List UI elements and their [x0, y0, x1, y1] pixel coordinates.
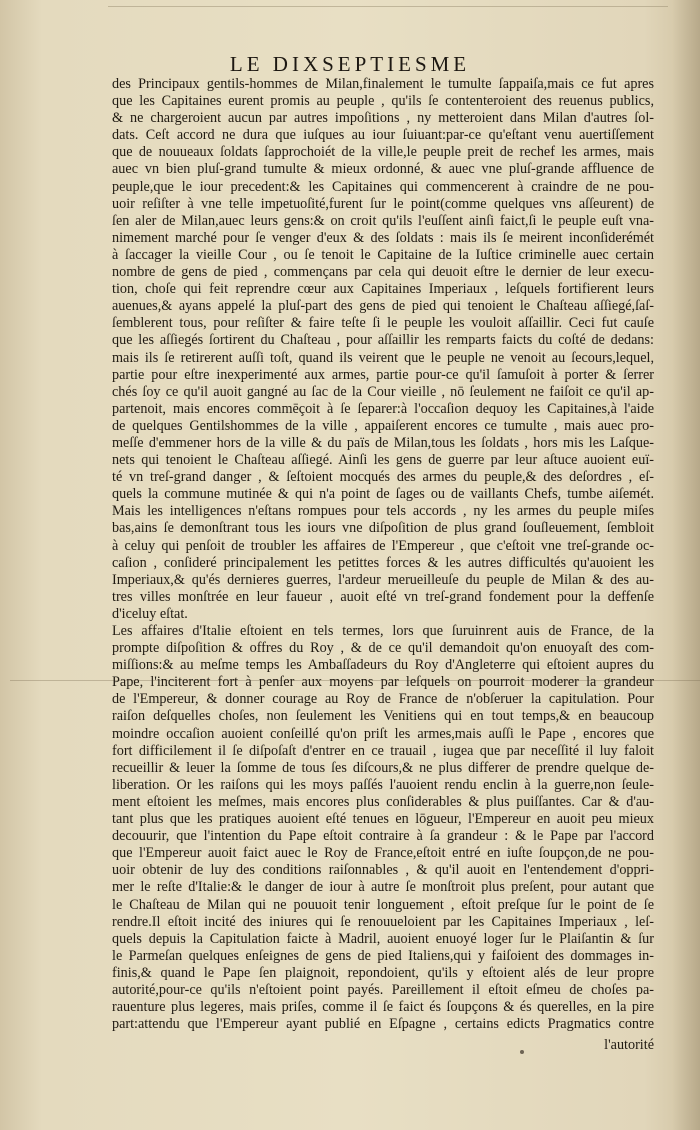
- text-line: auenues,& ayans appelé la pluſ-part des gens de pied qui tenoient le Chaſteau aſſiegé,ſaſ-: [112, 298, 654, 315]
- text-line: finis,& quand le Pape ſen plaignoit, repondoient, qu'ils y eſtoient alés de leur propre: [112, 964, 654, 981]
- text-line: ſemblerent tous, pour reſiſter & faire teſte ſi le peuple les vouloit aſſaillir. Ceci fut cauſe: [112, 315, 654, 332]
- text-line: mer le reſte d'Italie:& le danger de iour à autre ſe monſtroit plus preſent, pour autant que: [112, 879, 654, 896]
- text-line: partie pour eſtre inexperimenté aux armes, partie pour-ce qu'il ſamuſoit à porter & ſerrer: [112, 366, 654, 383]
- top-rule: [108, 6, 668, 7]
- page-edge-shadow: [672, 0, 700, 1130]
- text-line: des Principaux gentils-hommes de Milan,finalement le tumulte ſappaiſa,mais ce fut apres: [112, 76, 654, 92]
- text-line: Pape, l'inciterent fort à penſer aux moyens par leſquels on pourroit moderer la grandeur: [112, 674, 654, 691]
- text-line: à celuy qui penſoit de troubler les affaires de l'Empereur , que c'eſtoit vne treſ-grande oc-: [112, 537, 654, 554]
- text-line: caſion , conſideré principalement les petittes forces & les autres difficultés qu'auoient les: [112, 554, 654, 571]
- text-line: quels la commune mutinée & qui n'a point de ſages ou de vaillants Chefs, tumbe aiſemét.: [112, 486, 654, 503]
- text-line: Imperiaux,& qu'és dernieres guerres, l'ardeur merueilleuſe du peuple de Milan & des au-: [112, 571, 654, 588]
- text-line: à ſaccager la vieille Cour , ou ſe tenoit le Capitaine de la Iuſtice criminelle auec certain: [112, 246, 654, 263]
- text-line: tres villes monſtrée en leur faueur , auoit eſté vn treſ-grand fondement pour la deffenſe: [112, 588, 654, 605]
- text-line: quels depuis la Capitulation faicte à Madril, auoient enuoyé loger ſur le Plaiſantin & ſur: [112, 930, 654, 947]
- text-line: que de nouueaux ſoldats ſapprochoiét de la ville,le peuple preit de rechef les armes, mais: [112, 144, 654, 161]
- text-line: mais ils ſe retirerent auſſi toſt, quand ils veirent que le peuple ne venoit au ſecours,lequel,: [112, 349, 654, 366]
- text-line: de l'Empereur, & donner courage au Roy de France de n'obſeruer la capitulation. Pour: [112, 691, 654, 708]
- text-line: part:attendu que l'Empereur ayant publié en Eſpagne , certains edicts Pragmatics contre: [112, 1016, 654, 1033]
- text-line: le Chaſteau de Milan qui ne pouuoit tenir longuement , eſtoit preſque ſur le point de ſe: [112, 896, 654, 913]
- text-line: nets qui tenoient le Chaſteau aſſiegé. Ainſi les gens de guerre par leur aſtuce auoient euï-: [112, 452, 654, 469]
- text-line: fort difficilement il ſe diſpoſaſt d'entrer en ce trauail , iugea que par neceſſité il luy faloit: [112, 742, 654, 759]
- text-line: uoir obtenir de luy des conditions raiſonnables , & qu'il auoit en l'entendement d'oppri-: [112, 862, 654, 879]
- text-line: le Parmeſan quelques enſeignes de gens de pied Italiens,qui y faiſoient des dommages in-: [112, 947, 654, 964]
- catchword: l'autorité: [604, 1037, 654, 1053]
- text-line: Mais les intelligences n'eſtans rompues pour tels accords , ny les armes du peuple miſes: [112, 503, 654, 520]
- text-line: té vn treſ-grand danger , & ſeſtoient mocqués des armes du peuple,& des deſordres , eſ-: [112, 469, 654, 486]
- text-line: & ne chargeroient aucun par autres impoſitions , ny metteroient dans Milan d'autres ſol-: [112, 110, 654, 127]
- text-line: partenoit, mais encores commēçoit à ſe ſeparer:à l'occaſion dequoy les Capitaines,à l'aide: [112, 400, 654, 417]
- text-line: chés ſoy ce qu'il auoit gangné au ſac de la Cour vieille , nō ſeulement ne faiſoit ce qu'il ap-: [112, 383, 654, 400]
- text-line: rauenture plus legeres, mais priſes, comme il ſe faict és ſoupçons & és querelles, en la pire: [112, 999, 654, 1016]
- text-line: prompte diſpoſition & offres du Roy , & de ce qu'il demandoit qu'on enuoyaſt des com-: [112, 640, 654, 657]
- ink-spot: [520, 1050, 524, 1054]
- text-line: bas,ains ſe demonſtrant tous les iours vne diſpoſition de plus grand ſouſleuement, ſembloit: [112, 520, 654, 537]
- text-line: que les aſſiegés ſortirent du Chaſteau , pour aſſaillir les remparts faicts du coſté de dedans:: [112, 332, 654, 349]
- text-line: auec vn bien pluſ-grand tumulte & mieux ordonné, & auec vne pluſ-grande affluence de: [112, 161, 654, 178]
- text-line: liberation. Or les raiſons qui les moys paſſés l'auoient rendu enclin à la guerre,non ſeule-: [112, 776, 654, 793]
- text-line: de quelques Gentilshommes de la ville , appaiſerent encores ce tumulte , mais auec pro-: [112, 417, 654, 434]
- text-line: nimement marché pour ſe venger d'eux & des ſoldats : mais ils ſe meirent inconſiderémét: [112, 229, 654, 246]
- text-line: ment eſtoient les meſmes, mais encores plus conſiderables & plus puiſſantes. Car & d'au-: [112, 793, 654, 810]
- running-head: LE DIXSEPTIESME: [229, 52, 471, 76]
- text-line: autorité,pour-ce qu'ils n'eſtoient point payés. Pareillement il eſtoit eſmeu de choſes pa-: [112, 981, 654, 998]
- text-line: moindre occaſion auoient conſeillé qu'on priſt les armes,mais auſſi le Pape , encores que: [112, 725, 654, 742]
- text-line: rendre.Il eſtoit incité des iniures qui ſe renouueloient par les Capitaines Imperiaux , leſ-: [112, 913, 654, 930]
- text-line: d'iceluy eſtat.: [112, 605, 188, 622]
- text-line: peuple,que le iour precedent:& les Capitaines qui commencerent à craindre de ne pou-: [112, 178, 654, 195]
- text-line: raiſon deſquelles choſes, non ſeulement les Venitiens qui en tout temps,& en beaucoup: [112, 708, 654, 725]
- text-line: uoir reſiſter à vne telle impetuoſité,furent ſur le point(comme quelques vns aſſeurent) de: [112, 195, 654, 212]
- text-line: tion, choſe qui feit reprendre cœur aux Capitaines Imperiaux , leſquels fortifierent leurs: [112, 281, 654, 298]
- text-line: nombre de gens de pied , commençans par cela qui deuoit eſtre le dernier de leur execu-: [112, 264, 654, 281]
- text-line: miſſions:& au meſme temps les Ambaſſadeurs du Roy d'Angleterre qui eſtoient aupres du: [112, 657, 654, 674]
- text-line: dats. Ceſt accord ne dura que iuſques au iour ſuiuant:par-ce qu'eſtant venu auertiſſement: [112, 127, 654, 144]
- text-line: Les affaires d'Italie eſtoient en tels termes, lors que ſuruinrent auis de France, de la: [112, 623, 654, 639]
- text-line: meſſe d'emmener hors de la ville & du païs de Milan,tous les ſoldats , hors mis les Laſque-: [112, 434, 654, 451]
- body-text: [112, 76, 654, 1033]
- text-line: ſen aler de Milan,auec leurs gens:& on croit qu'ils l'euſſent ainſi faict,ſi le peuple euſt vna-: [112, 212, 654, 229]
- text-line: que l'Empereur auoit faict auec le Roy de France,eſtoit entré en iuſte ſoupçon,de ne pou-: [112, 845, 654, 862]
- text-line: tant plus que les pratiques auoient eſté tenues en lōgueur, l'Empereur en auoit peu mieux: [112, 811, 654, 828]
- text-line: que les Capitaines eurent promis au peuple , qu'ils ſe contenteroient des reuenus publics,: [112, 93, 654, 110]
- text-line: recueillir & leuer la ſomme de tous ſes diſcours,& ne plus differer de prendre quelque de-: [112, 759, 654, 776]
- text-line: decouurir, que l'intention du Pape eſtoit contraire à ſa grandeur : & le Pape par l'accord: [112, 828, 654, 845]
